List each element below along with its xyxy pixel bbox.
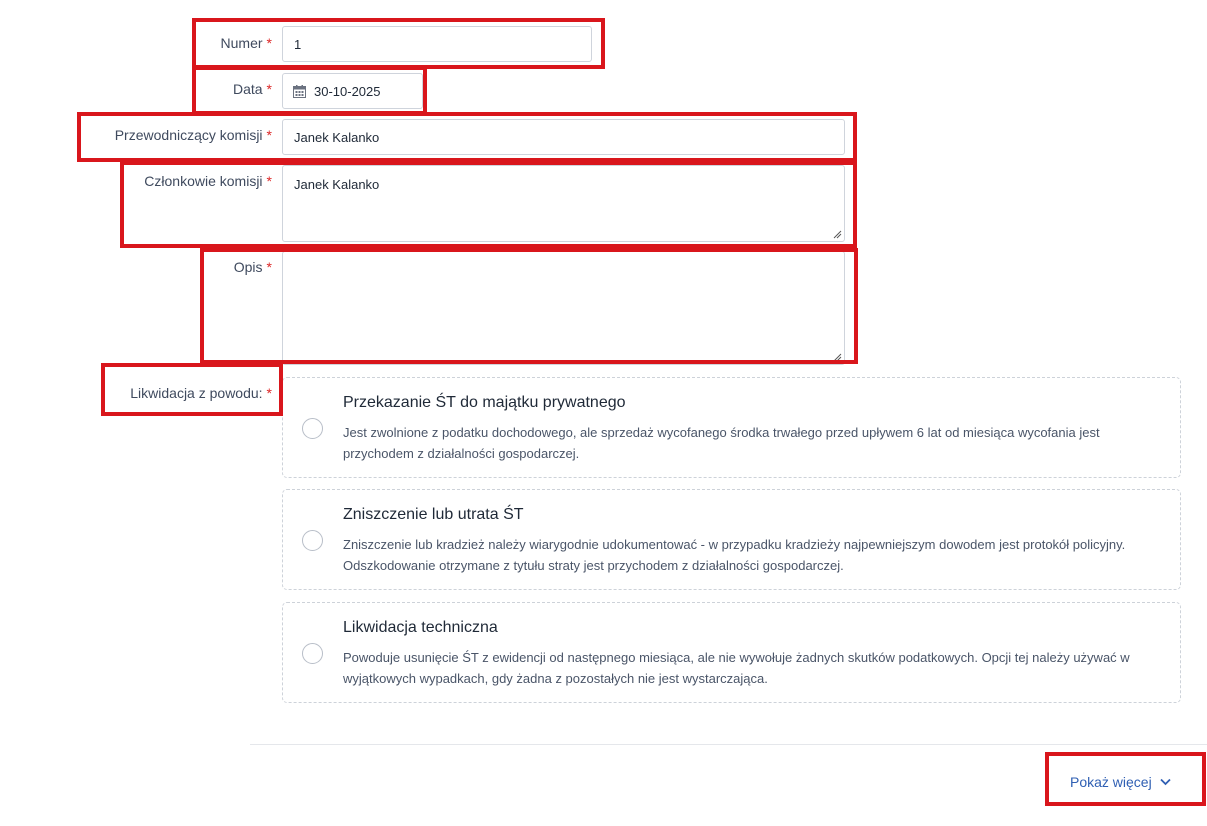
date-input[interactable] — [282, 73, 423, 109]
przewodniczacy-label-text: Przewodniczący komisji — [114, 127, 263, 143]
required-mark: * — [266, 81, 272, 97]
opis-textarea[interactable] — [282, 251, 845, 365]
resize-handle-icon[interactable] — [832, 229, 842, 239]
przewodniczacy-label — [115, 127, 272, 143]
option-description: Powoduje usunięcie ŚT z ewidencji od następnego miesiąca, ale nie wywołuje żadnych skutków podatkowych. Opcji tej należy używać w wyjątkowych wypadkach, gdy żadna z pozostałych nie jest wystarczająca. — [343, 650, 1130, 686]
numer-value: 1 — [294, 36, 302, 52]
chevron-down-icon — [1160, 778, 1171, 786]
option-card-techniczna[interactable] — [282, 602, 1181, 703]
option-card-przekazanie[interactable] — [282, 377, 1181, 478]
calendar-icon[interactable] — [293, 85, 306, 98]
numer-input[interactable] — [282, 26, 592, 62]
czlonkowie-textarea[interactable] — [282, 165, 845, 242]
opis-label — [234, 259, 272, 275]
divider — [250, 744, 1207, 745]
radio-techniczna[interactable] — [302, 643, 323, 664]
required-mark: * — [266, 259, 272, 275]
numer-label-text: Numer — [220, 35, 263, 51]
resize-handle-icon[interactable] — [832, 352, 842, 362]
required-mark: * — [266, 127, 272, 143]
czlonkowie-value: Janek Kalanko — [294, 177, 380, 192]
option-title: Zniszczenie lub utrata ŚT — [343, 506, 524, 523]
required-mark: * — [266, 173, 272, 189]
data-label — [233, 81, 272, 97]
option-description: Jest zwolnione z podatku dochodowego, ale sprzedaż wycofanego środka trwałego przed upływem 6 lat od miesiąca wycofania jest przychodem z działalności gospodarczej. — [343, 425, 1100, 461]
option-card-zniszczenie[interactable] — [282, 489, 1181, 590]
czlonkowie-label — [144, 173, 272, 189]
option-title: Przekazanie ŚT do majątku prywatnego — [343, 394, 626, 411]
required-mark: * — [266, 385, 272, 401]
likwidacja-label-text: Likwidacja z powodu: — [130, 385, 263, 401]
required-mark: * — [266, 35, 272, 51]
opis-label-text: Opis — [233, 259, 263, 275]
show-more-button[interactable] — [1070, 774, 1171, 790]
numer-label — [221, 35, 272, 51]
option-description: Zniszczenie lub kradzież należy wiarygodnie udokumentować - w przypadku kradzieży najpewniejszym dowodem jest protokół policyjny. Odszkodowanie otrzymane z tytułu straty jest przychodem z działalności gospodarczej. — [343, 537, 1126, 573]
show-more-label: Pokaż więcej — [1070, 774, 1152, 790]
czlonkowie-label-text: Członkowie komisji — [144, 173, 263, 189]
data-label-text: Data — [232, 81, 263, 97]
radio-przekazanie[interactable] — [302, 418, 323, 439]
likwidacja-label — [130, 385, 272, 401]
przewodniczacy-input[interactable] — [282, 119, 845, 155]
option-title: Likwidacja techniczna — [343, 619, 498, 636]
przewodniczacy-value: Janek Kalanko — [294, 129, 380, 145]
date-value: 30-10-2025 — [314, 83, 381, 99]
radio-zniszczenie[interactable] — [302, 530, 323, 551]
